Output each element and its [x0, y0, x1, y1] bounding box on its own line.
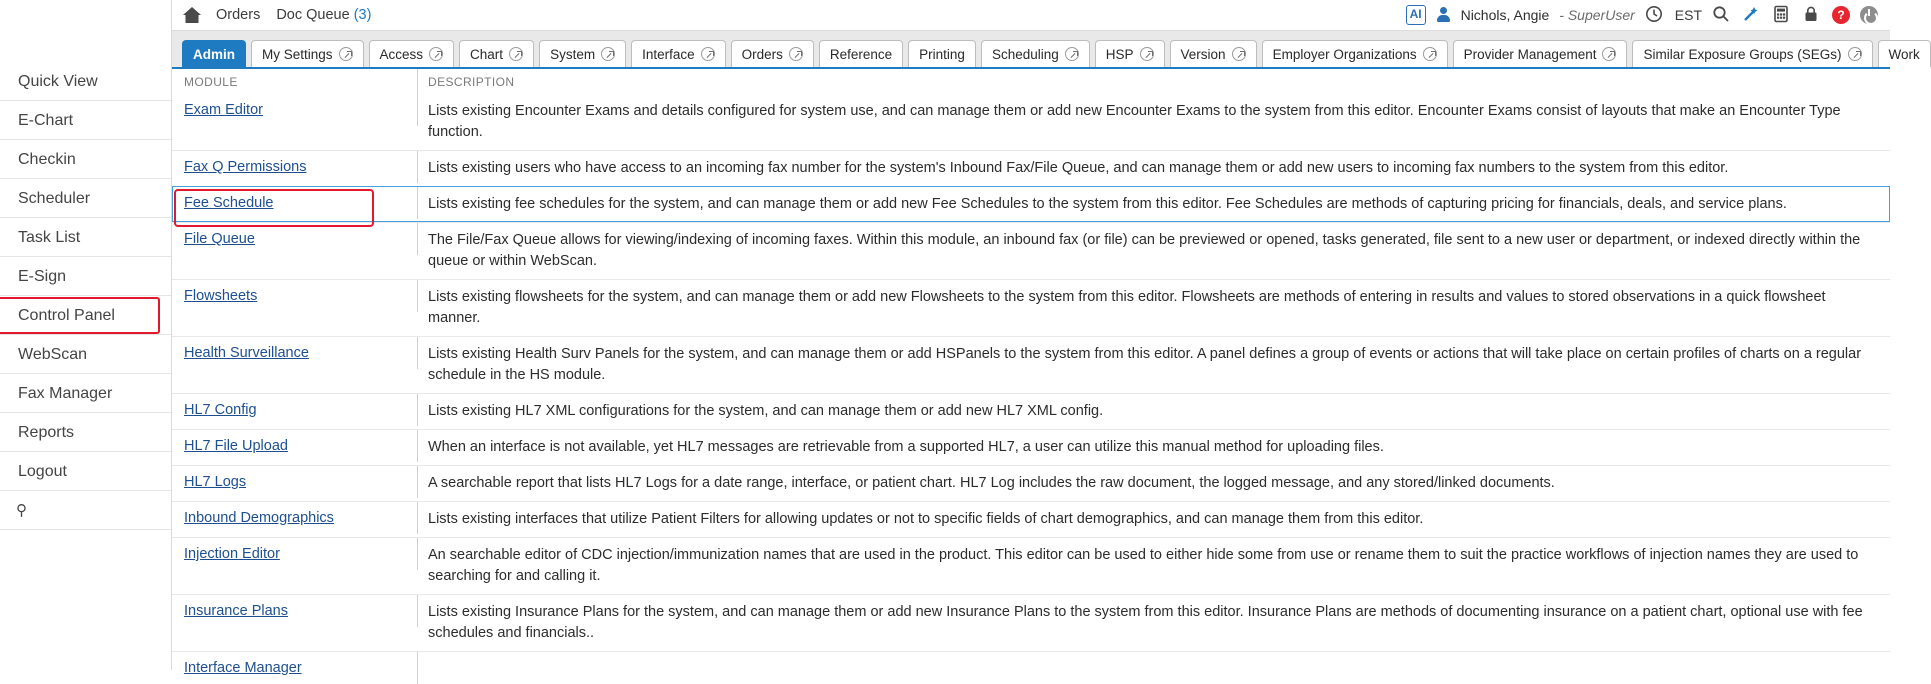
tab-my-settings[interactable] — [251, 40, 364, 67]
description-cell: Lists existing interfaces that utilize Patient Filters for allowing updates or not to specific fields of chart demographics, and can manage them from this editor. — [428, 511, 1424, 527]
open-external-icon[interactable] — [509, 47, 523, 61]
module-cell — [172, 502, 418, 534]
tab-label: Reference — [829, 46, 893, 62]
module-link-file-queue[interactable]: File Queue — [184, 231, 255, 247]
description-cell: Lists existing users who have access to an incoming fax number for the system's Inbound Fax/File Queue, and can manage them or add new users to incoming fax numbers to the system from this editor. — [428, 160, 1729, 176]
open-external-icon[interactable] — [429, 47, 443, 61]
module-cell — [172, 94, 418, 126]
table-row[interactable] — [172, 465, 1890, 501]
sidebar-item-scheduler[interactable] — [0, 179, 171, 218]
module-link-health-surveillance[interactable]: Health Surveillance — [184, 345, 309, 361]
module-cell — [172, 187, 418, 219]
column-header-module: MODULE — [172, 69, 418, 94]
tab-scheduling[interactable] — [981, 40, 1090, 67]
module-link-hl7-file-upload[interactable]: HL7 File Upload — [184, 438, 288, 454]
description-cell: Lists existing Health Surv Panels for the system, and can manage them or add HSPanels to the system from this editor. A panel defines a group of events or actions that will take place on certain profiles of charts on a regular schedule in the HS module. — [428, 346, 1862, 383]
tab-admin[interactable] — [182, 40, 246, 67]
module-cell — [172, 652, 418, 684]
tab-version[interactable] — [1170, 40, 1257, 67]
module-link-insurance-plans[interactable]: Insurance Plans — [184, 603, 288, 619]
ai-badge-icon[interactable]: AI — [1406, 5, 1426, 25]
tab-chart[interactable] — [459, 40, 534, 67]
module-link-injection-editor[interactable]: Injection Editor — [184, 546, 280, 562]
pin-sidebar-icon[interactable] — [0, 491, 171, 530]
sidebar-item-label: E-Sign — [18, 268, 67, 285]
user-role-label: - SuperUser — [1559, 7, 1635, 23]
left-sidebar — [0, 0, 172, 670]
main-area — [172, 0, 1920, 676]
tab-label: Chart — [470, 46, 504, 62]
sidebar-item-label: Quick View — [18, 73, 98, 90]
tab-label: Provider Management — [1463, 46, 1597, 62]
tab-employer-organizations[interactable] — [1262, 40, 1448, 67]
sidebar-item-logout[interactable] — [0, 452, 171, 491]
user-avatar-icon — [1436, 7, 1451, 23]
sidebar-item-label: Reports — [18, 424, 75, 441]
breadcrumb-doc-queue[interactable] — [276, 7, 371, 23]
description-cell: When an interface is not available, yet HL7 messages are retrievable from a supported HL7, a user can utilize this manual method for uploading files. — [428, 439, 1384, 455]
tab-provider-management[interactable] — [1453, 40, 1628, 67]
module-cell — [172, 466, 418, 498]
pin-glyph: ⚲ — [16, 502, 27, 519]
module-link-flowsheets[interactable]: Flowsheets — [184, 288, 258, 304]
description-cell: A searchable report that lists HL7 Logs for a date range, interface, or patient chart. HL7 Log includes the raw document, the logged message, and any stored/linked documents. — [428, 475, 1555, 491]
top-bar — [172, 0, 1890, 31]
sidebar-item-checkin[interactable] — [0, 140, 171, 179]
table-row[interactable] — [172, 222, 1890, 279]
description-cell: Lists existing HL7 XML configurations for the system, and can manage them or add new HL7 XML config. — [428, 403, 1104, 419]
tab-label: Access — [379, 46, 424, 62]
breadcrumb-orders-label: Orders — [216, 7, 261, 23]
breadcrumb-doc-queue-label: Doc Queue — [276, 7, 350, 23]
topbar-right-group — [1406, 5, 1882, 25]
tab-work[interactable] — [1878, 40, 1931, 67]
module-cell — [172, 337, 418, 369]
tab-label: My Settings — [262, 46, 333, 62]
tab-label: Admin — [193, 46, 235, 62]
calculator-icon[interactable] — [1772, 5, 1792, 25]
open-external-icon[interactable] — [1423, 47, 1437, 61]
tab-label: HSP — [1105, 46, 1134, 62]
module-link-fax-q-permissions[interactable]: Fax Q Permissions — [184, 159, 307, 175]
tab-similar-exposure-groups-segs-[interactable] — [1632, 40, 1872, 67]
breadcrumb-doc-queue-count: (3) — [353, 7, 372, 23]
tab-label: Scheduling — [991, 46, 1059, 62]
module-cell — [172, 538, 418, 570]
wand-icon[interactable] — [1742, 5, 1762, 25]
module-cell — [172, 394, 418, 426]
sidebar-item-fax-manager[interactable] — [0, 374, 171, 413]
description-cell: The File/Fax Queue allows for viewing/indexing of incoming faxes. Within this module, an inbound fax (or file) can be previewed or opened, tasks generated, file sent to a new user or department, or indexed directly within the queue or within WebScan. — [428, 232, 1861, 269]
table-row[interactable] — [172, 186, 1890, 222]
tab-label: Similar Exposure Groups (SEGs) — [1643, 46, 1842, 62]
module-link-hl7-logs[interactable]: HL7 Logs — [184, 474, 247, 490]
tab-label: Version — [1180, 46, 1226, 62]
description-cell: Lists existing Insurance Plans for the system, and can manage them or add new Insurance Plans to the system from this editor. Insurance Plans are methods of documenting insurance on a patient chart, optional use with fee schedules and financials.. — [428, 604, 1863, 641]
tab-interface[interactable] — [631, 40, 726, 67]
sidebar-item-label: Checkin — [18, 151, 76, 168]
description-cell: Lists existing Encounter Exams and details configured for system use, and can manage them or add new Encounter Exams to the system from this editor. Encounter Exams consist of layouts that make an Encounter Type function. — [428, 103, 1841, 140]
column-header-description: DESCRIPTION — [418, 69, 1890, 94]
open-external-icon[interactable] — [1140, 47, 1154, 61]
control-panel-content — [172, 69, 1890, 676]
table-row[interactable] — [172, 594, 1890, 651]
tab-label: System — [550, 46, 596, 62]
open-external-icon[interactable] — [789, 47, 803, 61]
open-external-icon[interactable] — [601, 47, 615, 61]
tab-printing[interactable] — [908, 40, 976, 67]
open-external-icon[interactable] — [1232, 47, 1246, 61]
module-cell — [172, 430, 418, 462]
tab-label: Orders — [741, 46, 783, 62]
open-external-icon[interactable] — [339, 47, 353, 61]
tab-system[interactable] — [539, 40, 626, 67]
clock-icon — [1645, 5, 1665, 25]
home-icon[interactable] — [182, 6, 202, 24]
tab-reference[interactable] — [819, 40, 903, 67]
tab-label: Work — [1888, 46, 1920, 62]
sidebar-item-webscan[interactable] — [0, 335, 171, 374]
module-link-hl7-config[interactable]: HL7 Config — [184, 402, 257, 418]
tab-orders[interactable] — [731, 40, 814, 67]
sidebar-item-e-chart[interactable] — [0, 101, 171, 140]
module-cell — [172, 280, 418, 312]
module-link-fee-schedule[interactable]: Fee Schedule — [184, 195, 274, 211]
module-list-scroll[interactable] — [172, 94, 1890, 684]
search-icon[interactable] — [1712, 5, 1732, 25]
tab-strip — [172, 31, 1920, 69]
open-external-icon[interactable] — [1065, 47, 1079, 61]
tab-label: Employer Organizations — [1272, 46, 1417, 62]
sidebar-item-control-panel[interactable] — [0, 296, 171, 335]
open-external-icon[interactable] — [1602, 47, 1616, 61]
sidebar-item-label: E-Chart — [18, 112, 74, 129]
user-name-label: Nichols, Angie — [1460, 7, 1550, 23]
module-cell — [172, 223, 418, 255]
breadcrumb-orders[interactable] — [216, 7, 260, 23]
sidebar-item-reports[interactable] — [0, 413, 171, 452]
sidebar-item-label: Task List — [18, 229, 81, 246]
sidebar-item-label: Control Panel — [18, 307, 115, 324]
sidebar-item-label: WebScan — [18, 346, 88, 363]
table-row[interactable] — [172, 651, 1890, 684]
module-link-exam-editor[interactable]: Exam Editor — [184, 102, 263, 118]
lock-icon[interactable] — [1802, 5, 1822, 25]
table-row[interactable] — [172, 393, 1890, 429]
module-cell — [172, 151, 418, 183]
sidebar-item-label: Logout — [18, 463, 67, 480]
power-icon[interactable] — [1860, 6, 1878, 24]
module-link-inbound-demographics[interactable]: Inbound Demographics — [184, 510, 334, 526]
table-row[interactable] — [172, 94, 1890, 150]
help-icon[interactable]: ? — [1832, 6, 1850, 24]
table-row[interactable] — [172, 429, 1890, 465]
sidebar-item-e-sign[interactable] — [0, 257, 171, 296]
description-cell: Lists existing fee schedules for the system, and can manage them or add new Fee Schedules to the system from this editor. Fee Schedules are methods of capturing pricing for financials, deals, and service plans. — [428, 196, 1787, 212]
sidebar-item-task-list[interactable] — [0, 218, 171, 257]
table-row[interactable] — [172, 150, 1890, 186]
module-link-interface-manager[interactable]: Interface Manager — [184, 660, 302, 676]
tab-label: Printing — [919, 46, 965, 62]
open-external-icon[interactable] — [701, 47, 715, 61]
table-row[interactable] — [172, 537, 1890, 594]
table-row[interactable] — [172, 501, 1890, 537]
module-cell — [172, 595, 418, 627]
tab-access[interactable] — [369, 40, 455, 67]
tab-label: Interface — [642, 46, 695, 62]
open-external-icon[interactable] — [1848, 47, 1862, 61]
table-row[interactable] — [172, 336, 1890, 393]
sidebar-item-label: Scheduler — [18, 190, 91, 207]
description-cell: An searchable editor of CDC injection/immunization names that are used in the product. This editor can be used to either hide some from use or rename them to suit the practice workflows of injection names they are used to searching for and calling it. — [428, 547, 1859, 584]
description-cell: Lists existing flowsheets for the system, and can manage them or add new Flowsheets to the system from this editor. Flowsheets are methods of entering in results and values to stored observations in a quick flowsheet manner. — [428, 289, 1826, 326]
tab-hsp[interactable] — [1095, 40, 1165, 67]
description-cell — [418, 652, 1890, 666]
sidebar-item-label: Fax Manager — [18, 385, 113, 402]
table-row[interactable] — [172, 279, 1890, 336]
sidebar-item-quick-view[interactable] — [0, 62, 171, 101]
timezone-label: EST — [1674, 7, 1702, 23]
